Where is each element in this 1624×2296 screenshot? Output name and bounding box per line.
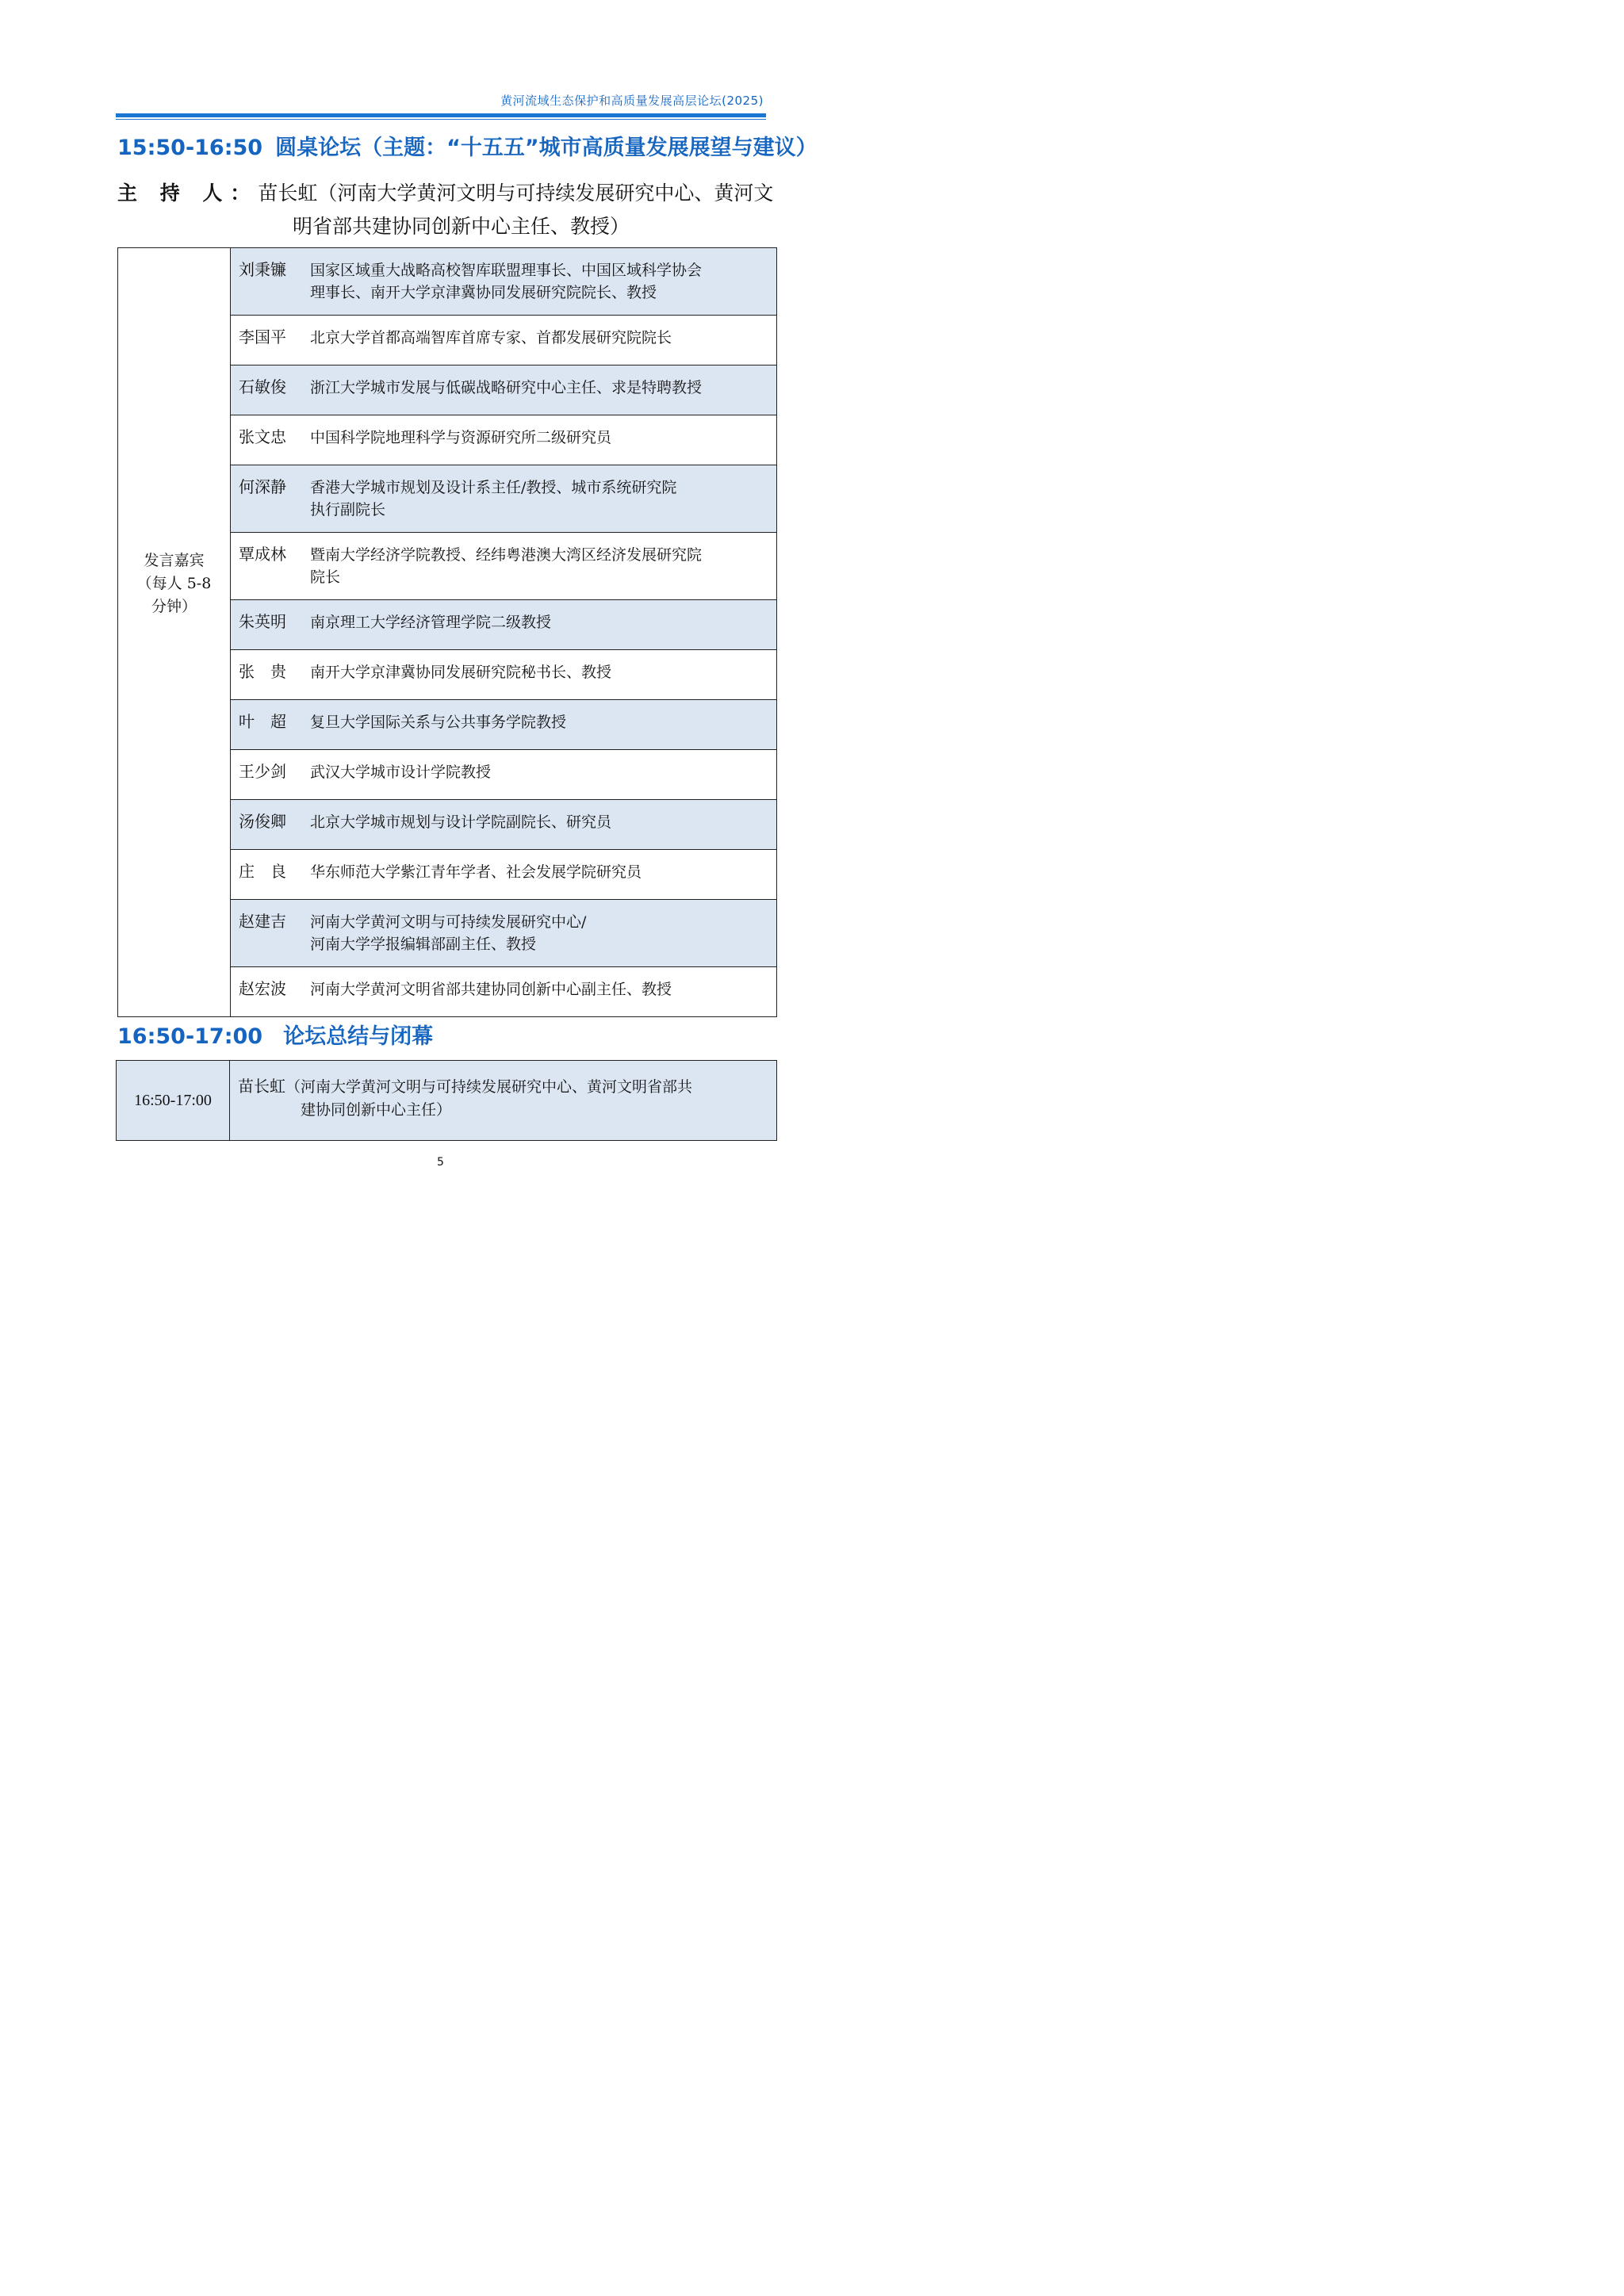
host-text-1: 苗长虹（河南大学黄河文明与可持续发展研究中心、黄河文: [258, 182, 774, 205]
speaker-name: 何深静: [239, 477, 286, 496]
page-number: 5: [437, 1156, 444, 1169]
speaker-role-cell: [305, 465, 777, 533]
speaker-role-line-2: 理事长、南开大学京津冀协同发展研究院院长、教授: [310, 284, 657, 301]
speaker-role-line-1: 浙江大学城市发展与低碳战略研究中心主任、求是特聘教授: [310, 379, 703, 396]
speaker-role: [310, 750, 770, 783]
speaker-role-line-1: 复旦大学国际关系与公共事务学院教授: [310, 714, 567, 731]
speaker-name: 石敏俊: [239, 377, 286, 396]
speaker-name-cell: [231, 750, 306, 800]
closing-desc-line-2: 建协同创新中心主任）: [301, 1101, 452, 1119]
speaker-row: [118, 248, 777, 316]
speaker-name: 赵宏波: [239, 979, 286, 998]
speaker-role-cell: [305, 850, 777, 900]
group-label-line-2: （每人 5-8: [136, 575, 212, 592]
speaker-role-line-1: 华东师范大学紫江青年学者、社会发展学院研究员: [310, 863, 642, 881]
session1-heading: [117, 130, 818, 161]
speaker-name: 张 贵: [239, 662, 286, 681]
speaker-name-cell: [231, 900, 306, 967]
speaker-role-cell: [305, 533, 777, 600]
speaker-name: 叶 超: [239, 712, 286, 731]
closing-table: [116, 1060, 777, 1141]
speaker-role-cell: [305, 415, 777, 465]
speaker-role: [310, 415, 770, 449]
speaker-group-label: [118, 248, 231, 1017]
speaker-role-line-2: 执行副院长: [310, 501, 386, 519]
group-label-line-3: 分钟）: [151, 598, 197, 615]
speaker-role-line-1: 香港大学城市规划及设计系主任/教授、城市系统研究院: [310, 479, 677, 496]
closing-desc-line-1: （河南大学黄河文明与可持续发展研究中心、黄河文明省部共: [285, 1078, 693, 1096]
speaker-role-line-1: 武汉大学城市设计学院教授: [310, 763, 492, 781]
host-block: [117, 177, 776, 243]
host-text-2: 明省部共建协同创新中心主任、教授）: [293, 215, 630, 238]
speaker-name-cell: [231, 600, 306, 650]
speaker-role: [310, 316, 770, 349]
speaker-role-line-1: 中国科学院地理科学与资源研究所二级研究员: [310, 429, 612, 446]
speaker-role: [310, 248, 770, 304]
speaker-role-cell: [305, 650, 777, 700]
speaker-name-cell: [231, 533, 306, 600]
speaker-role: [310, 465, 770, 521]
speaker-role-cell: [305, 600, 777, 650]
speaker-role: [310, 967, 770, 1001]
speaker-name-cell: [231, 316, 306, 365]
speaker-name: 庄 良: [239, 862, 286, 881]
speaker-role-line-1: 南京理工大学经济管理学院二级教授: [310, 614, 552, 631]
speaker-role: [310, 533, 770, 588]
header-title: 黄河流域生态保护和高质量发展高层论坛(2025): [500, 94, 764, 108]
speaker-role: [310, 700, 770, 733]
speaker-role: [310, 850, 770, 883]
speaker-name: 张文忠: [239, 427, 286, 446]
session2-title: 论坛总结与闭幕: [283, 1024, 434, 1049]
speaker-role-line-1: 河南大学黄河文明省部共建协同创新中心副主任、教授: [310, 981, 672, 998]
closing-time-cell: 16:50-17:00: [117, 1061, 230, 1141]
session1-time: 15:50-16:50: [117, 136, 263, 160]
speaker-name: 覃成林: [239, 545, 286, 564]
speaker-name-cell: [231, 700, 306, 750]
speaker-name: 赵建吉: [239, 912, 286, 931]
speaker-role-cell: [305, 750, 777, 800]
speaker-role-cell: [305, 800, 777, 850]
host-line-1: [117, 177, 776, 210]
speaker-role-cell: [305, 700, 777, 750]
speaker-name-cell: [231, 850, 306, 900]
header-rule: [116, 113, 766, 117]
speaker-role-cell: [305, 316, 777, 365]
speaker-role: [310, 800, 770, 833]
session2-heading: [117, 1019, 433, 1050]
speaker-table-body: [118, 248, 777, 1017]
session2-time: 16:50-17:00: [117, 1024, 263, 1049]
speaker-name-cell: [231, 800, 306, 850]
speaker-role: [310, 900, 770, 955]
speaker-name: 李国平: [239, 327, 286, 346]
speaker-name-cell: [231, 415, 306, 465]
speaker-role: [310, 600, 770, 633]
speaker-role: [310, 650, 770, 683]
speaker-name: 王少剑: [239, 762, 286, 781]
speaker-name-cell: [231, 248, 306, 316]
speaker-name-cell: [231, 967, 306, 1017]
speaker-role-line-1: 河南大学黄河文明与可持续发展研究中心/: [310, 913, 587, 931]
host-label: 主 持 人：: [117, 182, 259, 205]
group-label-line-1: 发言嘉宾: [144, 552, 205, 569]
speaker-role-line-1: 国家区域重大战略高校智库联盟理事长、中国区域科学协会: [310, 262, 703, 279]
speaker-name: 刘秉镰: [239, 260, 286, 279]
speaker-role-line-2: 院长: [310, 568, 341, 586]
speaker-role-line-1: 南开大学京津冀协同发展研究院秘书长、教授: [310, 664, 612, 681]
closing-speaker-name: 苗长虹: [238, 1077, 285, 1096]
closing-desc-cell: [230, 1061, 777, 1141]
speaker-role: [310, 365, 770, 399]
speaker-role-line-1: 北京大学城市规划与设计学院副院长、研究员: [310, 813, 612, 831]
speaker-name-cell: [231, 650, 306, 700]
speaker-role-line-2: 河南大学学报编辑部副主任、教授: [310, 936, 537, 953]
speaker-role-line-1: 暨南大学经济学院教授、经纬粤港澳大湾区经济发展研究院: [310, 546, 703, 564]
speaker-role-cell: [305, 365, 777, 415]
speaker-role-cell: [305, 967, 777, 1017]
speaker-role-cell: [305, 900, 777, 967]
session1-title: 圆桌论坛（主题：“十五五”城市高质量发展展望与建议）: [275, 136, 818, 160]
closing-row: [117, 1061, 777, 1141]
speaker-name: 汤俊卿: [239, 812, 286, 831]
header-rule-thin: [116, 119, 766, 120]
speaker-name-cell: [231, 365, 306, 415]
speaker-name-cell: [231, 465, 306, 533]
speaker-name: 朱英明: [239, 612, 286, 631]
speaker-role-cell: [305, 248, 777, 316]
speaker-table: [117, 247, 777, 1017]
speaker-role-line-1: 北京大学首都高端智库首席专家、首都发展研究院院长: [310, 329, 672, 346]
